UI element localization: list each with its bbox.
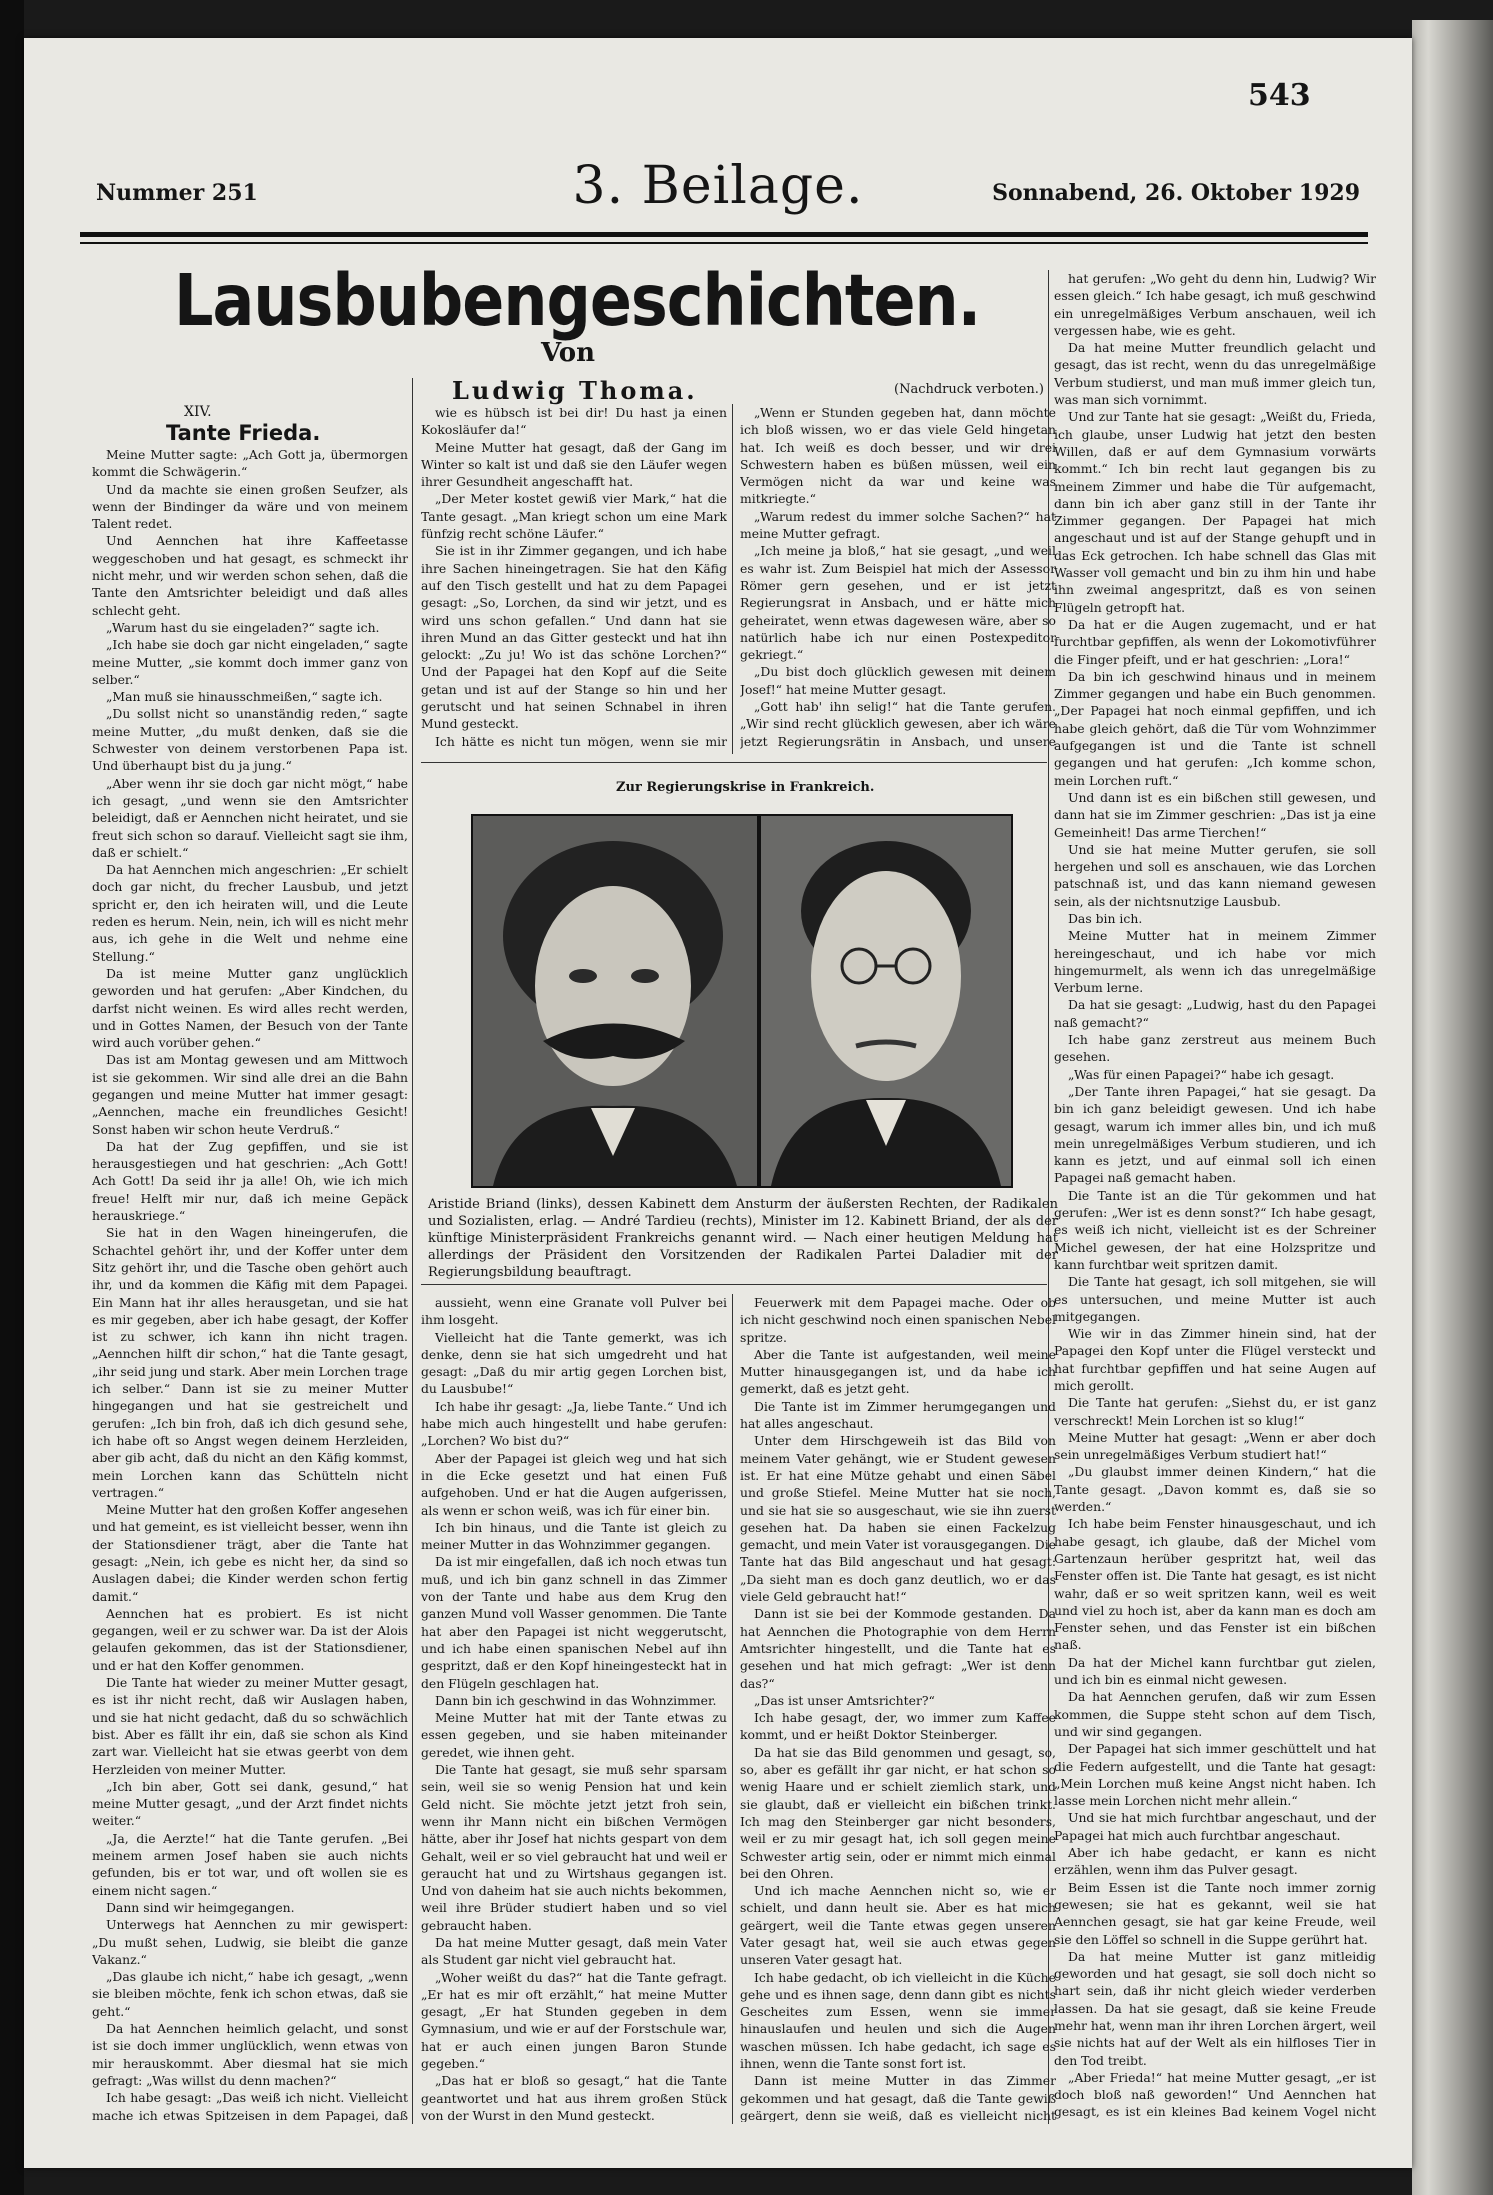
paragraph: Feuerwerk mit dem Papagei mache. Oder ob ich nicht geschwind noch einen spanischen Nebel spritze.	[740, 1295, 1056, 1345]
paragraph: Die Tante hat gesagt, sie muß sehr sparsam sein, weil sie so wenig Pension hat und kein Geld nicht. Sie möchte jetzt jetzt froh sein, wenn ihr Mann nicht ein bißchen Vermögen hätte, aber ihr Josef hat nichts gespart von dem Gehalt, weil er so viel gebraucht hat und weil er geraucht hat und zu Wirtshaus gegangen ist. Und von daheim hat sie auch nichts bekommen, weil ihre Brüder studiert haben und so viel gebraucht haben.	[421, 1762, 727, 1933]
portrait-right-illustration	[761, 816, 1011, 1186]
paragraph: „Woher weißt du das?“ hat die Tante gefragt. „Er hat es mir oft erzählt,“ hat meine Mutter gesagt, „Er hat Stunden gegeben in dem Gymnasium, und wie er auf der Forstschule war, hat er auch einen jungen Baron Stunde gegeben.“	[421, 1969, 727, 2072]
header-rule-thin	[80, 242, 1368, 244]
book-spine	[1412, 20, 1493, 2195]
paragraph: Meine Mutter hat mit der Tante etwas zu essen gegeben, und sie haben miteinander geredet, wie ihnen geht.	[421, 1710, 727, 1760]
paragraph: Meine Mutter hat gesagt: „Wenn er aber doch sein unregelmäßiges Verbum studiert hat!“	[1054, 1429, 1376, 1463]
portrait-left-illustration	[473, 816, 757, 1186]
column-divider	[412, 378, 413, 2124]
byline-von: Von	[541, 338, 596, 368]
paragraph: Vielleicht hat die Tante gemerkt, was ich denke, denn sie hat sich umgedreht und hat gesagt: „Daß du mir artig gegen Lorchen bist, du Lausbube!“	[421, 1329, 727, 1397]
paragraph: Das ist am Montag gewesen und am Mittwoch ist sie gekommen. Wir sind alle drei an die Bahn gegangen und meine Mutter hat immer gesagt: „Aennchen, mache ein freundliches Gesicht! Sonst haben wir schon heute Verdruß.“	[92, 1052, 408, 1137]
text-column-3-bottom	[740, 1294, 1056, 2122]
paragraph: Dann ist meine Mutter in das Zimmer gekommen und hat gesagt, daß die Tante gewiß geärgert, denn sie weiß, daß es vielleicht nicht	[740, 2073, 1056, 2122]
paragraph: Die Tante hat gerufen: „Siehst du, er ist ganz verschreckt! Mein Lorchen ist so klug!“	[1054, 1395, 1376, 1428]
paragraph: Die Tante ist im Zimmer herumgegangen und hat alles angeschaut.	[740, 1398, 1056, 1432]
paragraph: Da hat sie gesagt: „Ludwig, hast du den Papagei naß gemacht?“	[1054, 997, 1376, 1030]
paragraph: Aber die Tante ist aufgestanden, weil meine Mutter hinausgegangen ist, und da habe ich gemerkt, daß es jetzt geht.	[740, 1346, 1056, 1397]
text-column-2-top	[421, 404, 727, 752]
paragraph: „Das ist unser Amtsrichter?“	[754, 1692, 935, 1708]
paragraph: Da hat Aennchen mich angeschrien: „Er schielt doch gar nicht, du frecher Lausbub, und jetzt spricht er, den ich heiraten will, und die Leute reden es herum. Nein, nein, ich will es nicht mehr aus, ich gehe in die Welt und nehme eine Stellung.“	[92, 862, 408, 964]
paragraph: Und zur Tante hat sie gesagt: „Weißt du, Frieda, ich glaube, unser Ludwig hat jetzt den besten Willen, daß er auf dem Gymnasium vorwärts kommt.“ Ich bin recht laut gegangen bis zu meinem Zimmer und habe die Tür aufgemacht, dann bin ich aber ganz still in der Tante ihr Zimmer gegangen. Der Papagei hat mich angeschaut und ist auf der Stange gehupft und in das Eck getrochen. Ich habe schnell das Glas mit Wasser voll gemacht und bin zu ihm hin und habe ihn zweimal angespritzt, daß es von seinen Flügeln getropft hat.	[1054, 409, 1376, 615]
paragraph: Meine Mutter hat den großen Koffer angesehen und hat gemeint, es ist vielleicht besser, wenn ihn der Stationsdiener trägt, aber die Tante hat gesagt: „Nein, ich gebe es nicht her, da sind so Auslagen dabei; die Kinder werden schon fertig damit.“	[92, 1502, 408, 1604]
photo-section-top-rule	[421, 762, 1047, 763]
paragraph: Da hat meine Mutter freundlich gelacht und gesagt, das ist recht, wenn du das unregelmäßige Verbum studierst, und man muß immer gleich tun, was man sich vornimmt.	[1054, 340, 1376, 408]
paragraph: Die Tante hat gesagt, ich soll mitgehen, sie will es untersuchen, und meine Mutter ist auch mitgegangen.	[1054, 1274, 1376, 1324]
paragraph: „Das hat er bloß so gesagt,“ hat die Tante geantwortet und hat aus ihrem großen Stück von der Wurst in den Mund gesteckt.	[421, 2073, 727, 2122]
paragraph: „Der Tante ihren Papagei,“ hat sie gesagt. Da bin ich ganz beleidigt gewesen. Und ich habe gesagt, warum ich immer alles bin, und ich muß mein unregelmäßiges Verbum studieren, und ich kann es jetzt, und auf einmal soll ich einen Papagei naß gemacht haben.	[1054, 1083, 1376, 1186]
paragraph: Sie hat in den Wagen hineingerufen, die Schachtel gehört ihr, und der Koffer unter dem Sitz gehört ihr, und die Tasche oben gehört auch ihr, und da kommen die Käfig mit dem Papagei. Ein Mann hat ihr alles herausgetan, und sie hat es mir gegeben, aber ich habe gesagt, der Koffer ist zu schwer, ich kann ihn nicht tragen. „Aennchen hilft dir schon,“ hat die Tante gesagt, „ihr seid jung und stark. Aber mein Lorchen trage ich selber.“ Dann ist sie zu meiner Mutter hingegangen und hat sie gestreichelt und gerufen: „Ich bin froh, daß ich dich gesund sehe, ich habe oft so Angst wegen deinem Herzleiden, aber gib acht, daß du nicht an den Käfig kommst, mein Lorchen kann das Schütteln nicht vertragen.“	[92, 1225, 408, 1500]
paragraph: Ich habe gesagt, der, wo immer zum Kaffee kommt, und er heißt Doktor Steinberger.	[740, 1710, 1056, 1743]
paragraph: Beim Essen ist die Tante noch immer zornig gewesen; sie hat es gekannt, weil sie hat Aennchen gesagt, sie hat gar keine Freude, weil sie den Löffel so schnell in die Suppe gerührt hat.	[1054, 1879, 1376, 1947]
paragraph: Unterwegs hat Aennchen zu mir gewispert: „Du mußt sehen, Ludwig, sie bleibt die ganze Vakanz.“	[92, 1917, 408, 1967]
byline-author: Ludwig Thoma.	[452, 376, 698, 405]
paragraph: Da hat Aennchen gerufen, daß wir zum Essen kommen, die Suppe steht schon auf dem Tisch, und wir sind gegangen.	[1054, 1689, 1376, 1739]
photo-section-bottom-rule	[421, 1284, 1047, 1285]
paragraph: Ich habe ganz zerstreut aus meinem Buch gesehen.	[1054, 1032, 1376, 1065]
paragraph: „Du glaubst immer deinen Kindern,“ hat die Tante gesagt. „Davon kommt es, daß sie so werden.“	[1054, 1464, 1376, 1515]
photo-heading: Zur Regierungskrise in Frankreich.	[616, 780, 875, 795]
reprint-notice: (Nachdruck verboten.)	[894, 382, 1044, 397]
page-number: 543	[1248, 78, 1311, 113]
paragraph: Und Aennchen hat ihre Kaffeetasse weggeschoben und hat gesagt, es schmeckt ihr nicht mehr, und wir werden schon sehen, daß die Tante den Amtsrichter beleidigt und daß alles schlecht geht.	[92, 533, 408, 618]
paragraph: „Ich habe sie doch gar nicht eingeladen,“ sagte meine Mutter, „sie kommt doch immer ganz von selber.“	[92, 637, 408, 687]
paragraph: Ich habe gedacht, ob ich vielleicht in die Küche gehe und es ihnen sage, denn dann gibt es nichts Gescheites zum Essen, wenn sie immer hinauslaufen und heulen und sich die Augen waschen müssen. Ich habe gedacht, ich sage es ihnen, wenn die Tante sonst fort ist.	[740, 1969, 1056, 2072]
paragraph: Ich habe beim Fenster hinausgeschaut, und ich habe gesagt, ich glaube, daß der Michel vom Gartenzaun herüber gespritzt hat, weil das Fenster offen ist. Die Tante hat gesagt, es ist nicht wahr, daß er so weit spritzen kann, weil es weit und viel zu hoch ist, aber da kann man es doch am Fenster sehen, und das Fenster ist ein bißchen naß.	[1054, 1516, 1376, 1653]
chapter-title: Tante Frieda.	[166, 421, 321, 445]
paragraph: Da ist mir eingefallen, daß ich noch etwas tun muß, und ich bin ganz schnell in das Zimmer von der Tante und habe aus dem Krug den ganzen Mund voll Wasser genommen. Die Tante hat aber den Papagei ist nicht weggerutscht, und ich habe einen spanischen Nebel auf ihn gespritzt, daß er den Kopf hineingesteckt hat in den Flügeln geschlagen hat.	[421, 1554, 727, 1691]
paragraph: „Warum hast du sie eingeladen?“ sagte ich.	[106, 619, 380, 635]
paragraph: „Aber Frieda!“ hat meine Mutter gesagt, „er ist doch bloß naß geworden!“ Und Aennchen hat gesagt, es ist ein kleines Bad keinem Vogel nicht	[1054, 2069, 1376, 2120]
paragraph: Da hat Aennchen heimlich gelacht, und sonst ist sie doch immer unglücklich, wenn etwas von mir herauskommt. Aber diesmal hat sie mich gefragt: „Was willst du denn machen?“	[92, 2021, 408, 2088]
paragraph: Da hat meine Mutter gesagt, daß mein Vater als Student gar nicht viel gebraucht hat.	[421, 1934, 727, 1968]
paragraph: aussieht, wenn eine Granate voll Pulver bei ihm losgeht.	[421, 1295, 727, 1328]
paragraph: Und ich mache Aennchen nicht so, wie er schielt, und dann heult sie. Aber es hat mich geärgert, weil die Tante etwas gegen unseren Vater gesagt hat, weil sie auch etwas gegen unseren Vater gesagt hat.	[740, 1883, 1056, 1968]
paragraph: Da hat er die Augen zugemacht, und er hat furchtbar gepfiffen, als wenn der Lokomotivführer die Finger pfeift, und er hat geschrien: „Lora!“	[1054, 616, 1376, 667]
paragraph: Aber ich habe gedacht, er kann es nicht erzählen, wenn ihm das Pulver gesagt.	[1054, 1845, 1376, 1878]
paragraph: „Das glaube ich nicht,“ habe ich gesagt, „wenn sie bleiben möchte, fenk ich schon etwas, daß sie geht.“	[92, 1969, 408, 2019]
paragraph: Und da machte sie einen großen Seufzer, als wenn der Bindinger da wäre und von meinem Talent redet.	[92, 481, 408, 532]
paragraph: Das bin ich.	[1068, 910, 1143, 926]
paragraph: Da bin ich geschwind hinaus und in meinem Zimmer gegangen und habe ein Buch genommen. „Der Papagei hat noch einmal gepfiffen, und ich habe gleich gehört, daß die Tür vom Wohnzimmer aufgegangen ist und die Tante ist schnell gegangen und hat gerufen: „Ich komme schon, mein Lorchen ruft.“	[1054, 668, 1376, 788]
paragraph: Dann bin ich geschwind in das Wohnzimmer.	[435, 1692, 717, 1708]
paragraph: „Gott hab' ihn selig!“ hat die Tante gerufen. „Wir sind recht glücklich gewesen, aber ich wäre jetzt Regierungsrätin in Ansbach, und unsere	[740, 699, 1056, 749]
paragraph: Aber der Papagei ist gleich weg und hat sich in die Ecke gesetzt und hat einen Fuß aufgehoben. Und er hat die Augen aufgerissen, als wenn er schon weiß, was ich für einer bin.	[421, 1450, 727, 1518]
article-title: Lausbubengeschichten.	[174, 258, 981, 343]
paragraph: Unter dem Hirschgeweih ist das Bild von meinem Vater gehängt, wie er Student gewesen ist. Er hat eine Mütze gehabt und einen Säbel und große Stiefel. Meine Mutter hat sie noch, und sie hat sie so ausgeschaut, wie sie ihn zuerst gesehen hat. Da haben sie einen Fackelzug gemacht, und mein Vater ist vorausgegangen. Die Tante hat das Bild angeschaut und hat gesagt: „Da sieht man es doch ganz deutlich, wo er das viele Geld gebraucht hat!“	[740, 1433, 1056, 1605]
paragraph: Und sie hat meine Mutter gerufen, sie soll hergehen und soll es anschauen, wie das Lorchen patschnaß ist, und das kann niemand gewesen sein, als der nichtsnutzige Lausbub.	[1054, 841, 1376, 909]
paragraph: Sie ist in ihr Zimmer gegangen, und ich habe ihre Sachen hineingetragen. Sie hat den Käfig auf den Tisch gestellt und hat zu dem Papagei gesagt: „So, Lorchen, da sind wir jetzt, und es wird uns schon gefallen.“ Und dann hat sie ihren Mund an das Gitter gesteckt und hat ihn gelockt: „Zu ju! Wo ist das schöne Lorchen?“ Und der Papagei hat den Kopf auf die Seite getan und ist auf der Stange so hin und her gerutscht und hat seinen Schnabel in ihren Mund gesteckt.	[421, 543, 727, 732]
newspaper-page	[24, 38, 1412, 2168]
paragraph: Und dann ist es ein bißchen still gewesen, und dann hat sie im Zimmer geschrien: „Das ist ja eine Gemeinheit! Das arme Tierchen!“	[1054, 789, 1376, 840]
paragraph: „Du bist doch glücklich gewesen mit deinem Josef!“ hat meine Mutter gesagt.	[740, 664, 1056, 697]
paragraph: Und sie hat mich furchtbar angeschaut, und der Papagei hat mich auch furchtbar angeschaut.	[1054, 1810, 1376, 1843]
paragraph: Da hat der Zug gepfiffen, und sie ist herausgestiegen und hat geschrien: „Ach Gott! Ach Gott! Da seid ihr ja alle! Oh, wie ich mich freue! Helft mir nur, daß ich meine Gepäck herauskriege.“	[92, 1138, 408, 1224]
paragraph: „Was für einen Papagei?“ habe ich gesagt.	[1068, 1066, 1335, 1082]
section-title: 3. Beilage.	[572, 156, 864, 216]
text-column-3-top	[740, 404, 1056, 752]
paragraph: Wie wir in das Zimmer hinein sind, hat der Papagei den Kopf unter die Flügel versteckt und hat furchtbar gepfiffen und hat seine Augen auf mich gerollt.	[1054, 1326, 1376, 1393]
paragraph: Aennchen hat es probiert. Es ist nicht gegangen, weil er zu schwer war. Da ist der Alois gelaufen gekommen, das ist der Stationsdiener, und er hat den Koffer genommen.	[92, 1605, 408, 1673]
paragraph: „Du sollst nicht so unanständig reden,“ sagte meine Mutter, „du mußt denken, daß sie die Schwester von deinem verstorbenen Papa ist. Und überhaupt bist du ja jung.“	[92, 706, 408, 774]
paragraph: „Der Meter kostet gewiß vier Mark,“ hat die Tante gesagt. „Man kriegt schon um eine Mark fünfzig recht schöne Läufer.“	[421, 491, 727, 542]
paragraph: „Wenn er Stunden gegeben hat, dann möchte ich bloß wissen, wo er das viele Geld hingetan hat. Ich weiß es doch besser, und wir drei Schwestern haben es büßen müssen, weil ein Vermögen nicht da war und keine was mitkriegte.“	[740, 405, 1056, 507]
paragraph: wie es hübsch ist bei dir! Du hast ja einen Kokosläufer da!“	[421, 405, 727, 438]
column-divider	[732, 1294, 733, 2124]
paragraph: „Ja, die Aerzte!“ hat die Tante gerufen. „Bei meinem armen Josef haben sie auch nichts gefunden, bis er tot war, und oft wollen sie es einem nicht sagen.“	[92, 1830, 408, 1898]
paragraph: „Ich meine ja bloß,“ hat sie gesagt, „und weil es wahr ist. Zum Beispiel hat mich der Assessor Römer gern gesehen, und er ist jetzt Regierungsrat in Ansbach, und er hätte mich geheiratet, wenn etwas dagewesen wäre, aber so natürlich habe ich nur einen Postexpeditor gekriegt.“	[740, 543, 1056, 663]
issue-number: Nummer 251	[96, 180, 258, 206]
paragraph: hat gerufen: „Wo geht du denn hin, Ludwig? Wir essen gleich.“ Ich habe gesagt, ich muß geschwind ein unregelmäßiges Verbum anschauen, weil ich vergessen habe, wie es geht.	[1054, 271, 1376, 338]
paragraph: Ich habe ihr gesagt: „Ja, liebe Tante.“ Und ich habe mich auch hingestellt und habe gerufen: „Lorchen? Wo bist du?“	[421, 1398, 727, 1449]
paragraph: Der Papagei hat sich immer geschüttelt und hat die Federn aufgestellt, und die Tante hat gesagt: „Mein Lorchen muß keine Angst nicht haben. Ich lasse mein Lorchen nicht mehr allein.“	[1054, 1741, 1376, 1809]
paragraph: Die Tante hat wieder zu meiner Mutter gesagt, es ist ihr nicht recht, daß wir Auslagen haben, und sie hat nicht gedacht, daß du so schwächlich bist. Aber es fällt ihr ein, daß sie schon als Kind zart war. Vielleicht hat sie etwas geerbt von dem Herzleiden von meiner Mutter.	[92, 1675, 408, 1777]
paragraph: „Man muß sie hinausschmeißen,“ sagte ich.	[106, 689, 383, 705]
paragraph: Ich bin hinaus, und die Tante ist gleich zu meiner Mutter in das Wohnzimmer gegangen.	[421, 1519, 727, 1553]
paragraph: Ich hätte es nicht tun mögen, wenn sie mir	[435, 733, 727, 749]
text-column-1	[92, 446, 408, 2122]
paragraph: „Ich bin aber, Gott sei dank, gesund,“ hat meine Mutter gesagt, „und der Arzt findet nichts weiter.“	[92, 1778, 408, 1829]
paragraph: Da ist meine Mutter ganz unglücklich geworden und hat gerufen: „Aber Kindchen, du darfst nicht weinen. Es wird alles recht werden, und in Gottes Namen, der Besuch von der Tante wird auch vorüber gehen.“	[92, 965, 408, 1051]
scan-left-edge	[0, 0, 24, 2195]
paragraph: „Aber wenn ihr sie doch gar nicht mögt,“ habe ich gesagt, „und wenn sie den Amtsrichter beleidigt, daß er Aennchen nicht heiratet, und sie freut sich schon so darauf. Vielleicht sagt sie ihm, daß er schielt.“	[92, 775, 408, 860]
paragraph: Da hat meine Mutter ist ganz mitleidig geworden und hat gesagt, sie soll doch nicht so hart sein, daß ihr nicht gleich wieder verderben lassen. Da hat sie gesagt, daß sie keine Freude mehr hat, wenn man ihr ihren Lorchen ärgert, weil sie nichts hat auf der Welt als ein hilfloses Tier in den Tod treibt.	[1054, 1948, 1376, 2068]
paragraph: Da hat der Michel kann furchtbar gut zielen, und ich bin es einmal nicht gewesen.	[1054, 1654, 1376, 1688]
column-divider	[732, 404, 733, 754]
portrait-photo-right	[759, 814, 1013, 1188]
header-rule-thick	[80, 232, 1368, 237]
issue-date: Sonnabend, 26. Oktober 1929	[992, 180, 1360, 206]
text-column-4	[1054, 270, 1376, 2122]
paragraph: Die Tante ist an die Tür gekommen und hat gerufen: „Wer ist es denn sonst?“ Ich habe gesagt, es weiß ich nicht, vielleicht ist es der Schreiner Michel gewesen, der hat eine Holzspritze und kann furchtbar weit spritzen damit.	[1054, 1187, 1376, 1272]
paragraph: Da hat sie das Bild genommen und gesagt, so, so, aber es gefällt ihr gar nicht, er hat schon so wenig Haare und er schielt ziemlich stark, und sie glaubt, daß er vielleicht ein bißchen trinkt. Ich mag den Steinberger gar nicht besonders, weil er zu mir gesagt hat, ich soll gegen meine Schwester artig sein, oder er nimmt mich einmal bei den Ohren.	[740, 1744, 1056, 1881]
paragraph: Dann sind wir heimgegangen.	[106, 1899, 295, 1915]
paragraph: Meine Mutter hat gesagt, daß der Gang im Winter so kalt ist und daß sie den Läufer wegen ihrer Gesundheit angeschafft hat.	[421, 439, 727, 490]
paragraph: Meine Mutter sagte: „Ach Gott ja, übermorgen kommt die Schwägerin.“	[92, 447, 408, 480]
chapter-number: XIV.	[184, 404, 212, 420]
paragraph: „Warum redest du immer solche Sachen?“ hat meine Mutter gefragt.	[740, 508, 1056, 542]
paragraph: Dann ist sie bei der Kommode gestanden. Da hat Aennchen die Photographie von dem Herrn Amtsrichter hingestellt, und die Tante hat es gesehen und hat mich gefragt: „Wer ist denn das?“	[740, 1606, 1056, 1691]
text-column-2-bottom	[421, 1294, 727, 2122]
portrait-photo-left	[471, 814, 759, 1188]
photo-caption: Aristide Briand (links), dessen Kabinett dem Ansturm der äußersten Rechten, der Radikalen und Sozialisten, erlag. — André Tardieu (rechts), Minister im 12. Kabinett Briand, der als der künftige Ministerpräsident Frankreichs genannt wird. — Nach einer heutigen Meldung hat allerdings der Präsident den Vorsitzenden der Radikalen Partei Daladier mit der Regierungsbildung beauftragt.	[428, 1197, 1058, 1280]
paragraph: Meine Mutter hat in meinem Zimmer hereingeschaut, und ich habe vor mich hingemurmelt, als wenn ich das unregelmäßige Verbum lerne.	[1054, 928, 1376, 996]
paragraph: Ich habe gesagt: „Das weiß ich nicht. Vielleicht mache ich etwas Spitzeisen in dem Papagei, daß	[92, 2090, 408, 2122]
